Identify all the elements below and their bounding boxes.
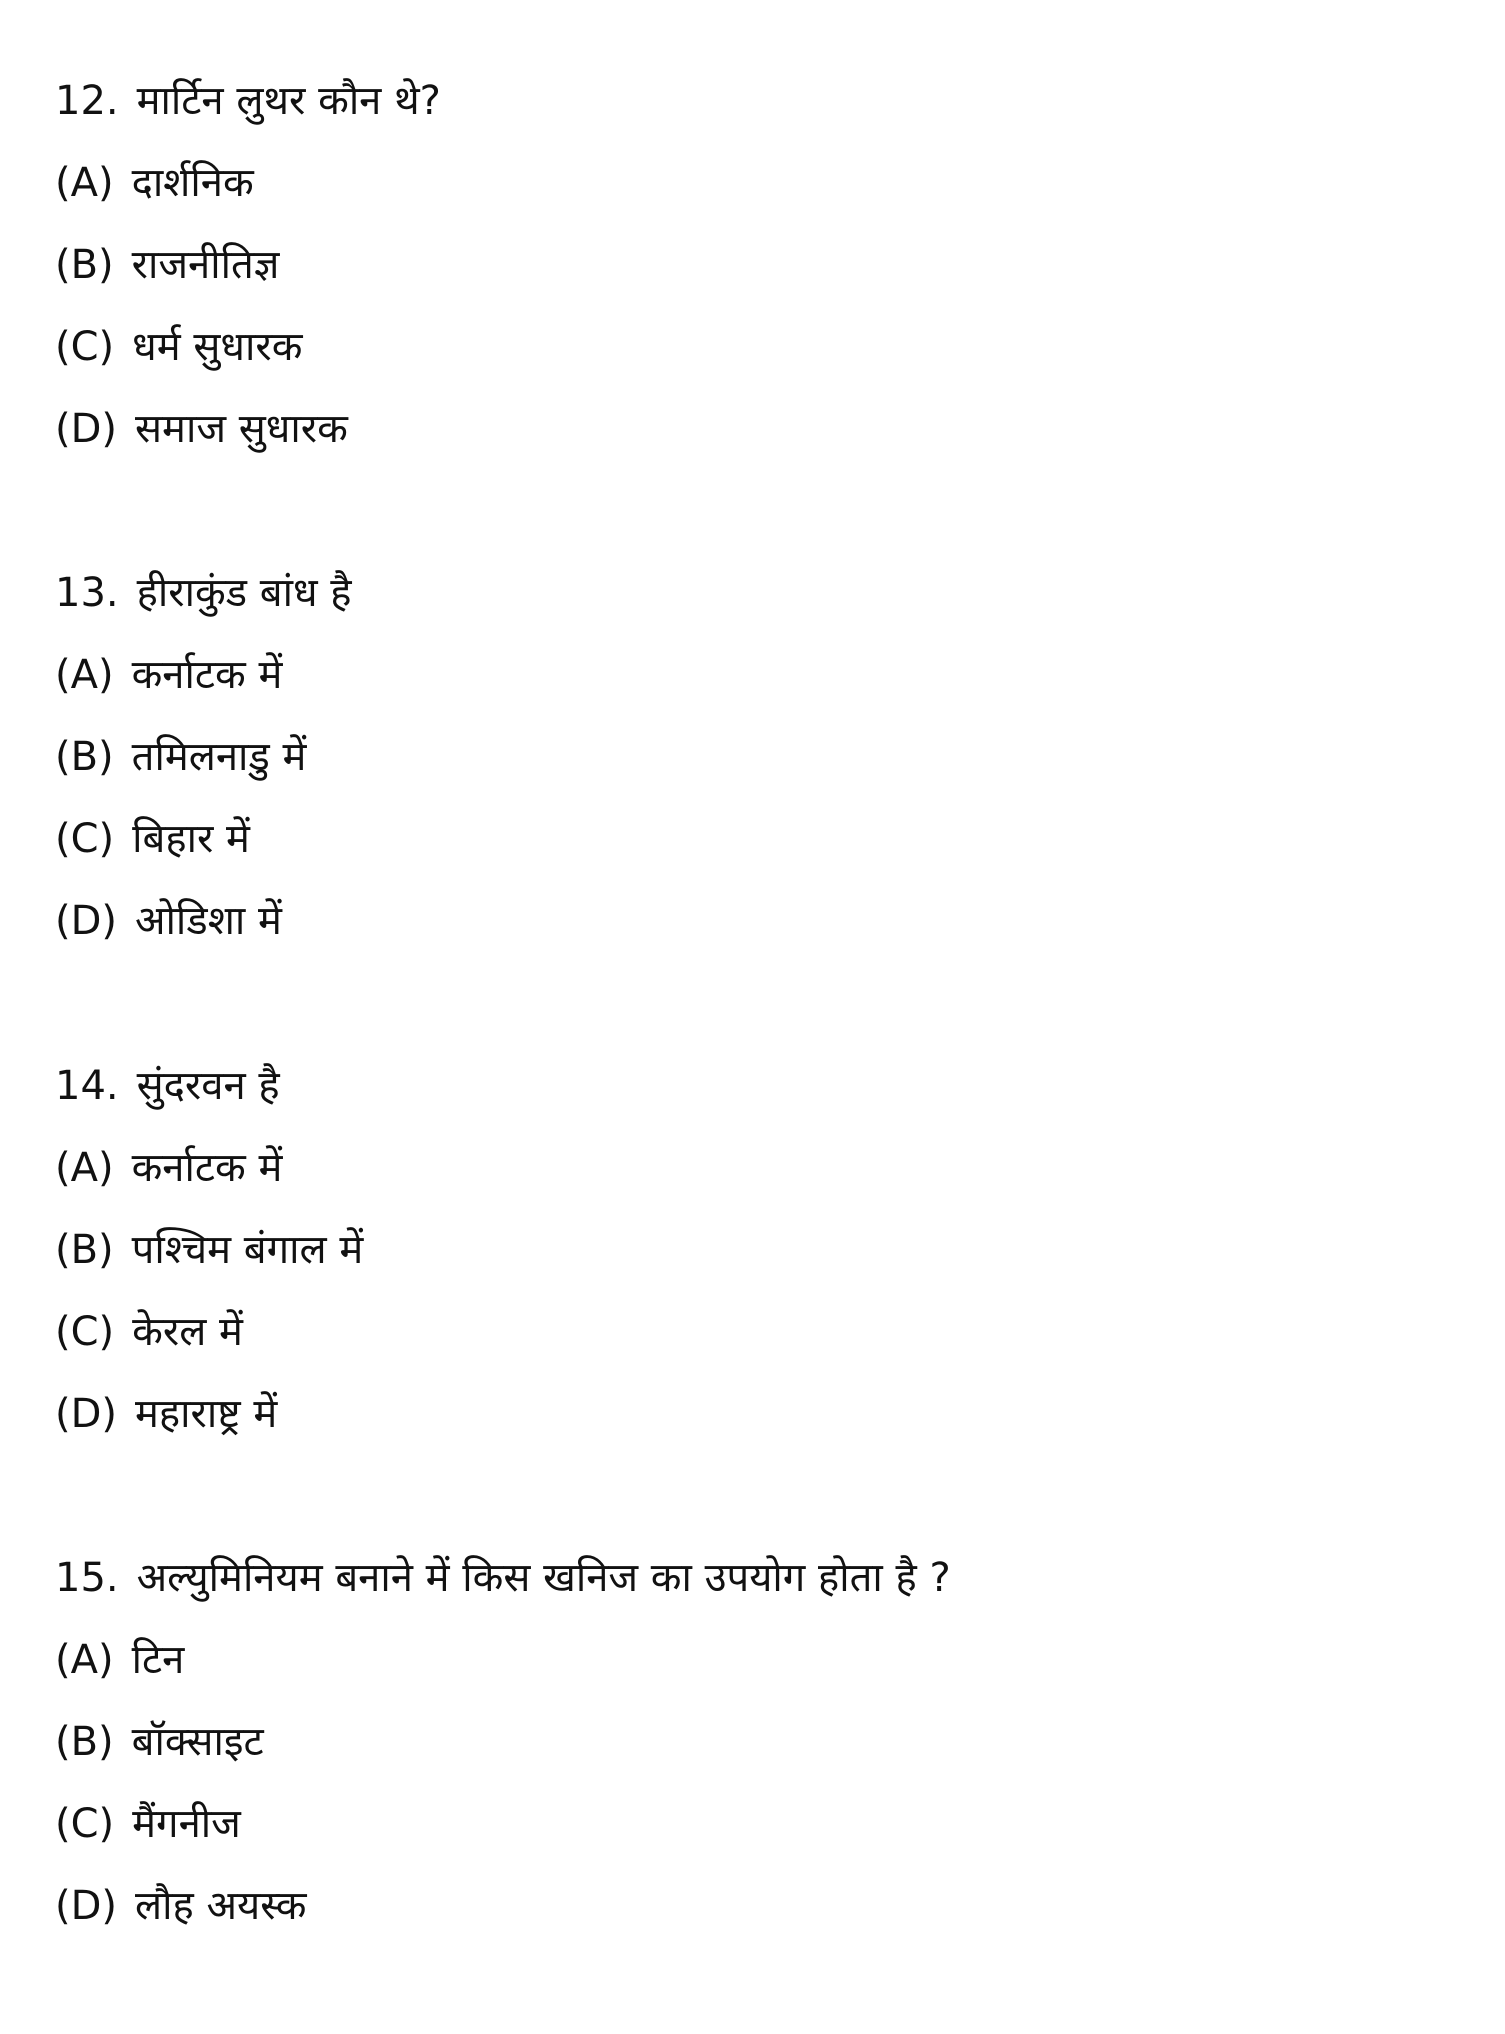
option-text: पश्चिम बंगाल में — [131, 1227, 364, 1273]
option-text: तमिलनाडु में — [131, 734, 307, 780]
option-a — [55, 142, 1455, 224]
question-stem — [55, 552, 1455, 634]
option-b — [55, 716, 1455, 798]
option-text: टिन — [131, 1637, 185, 1683]
option-text: महाराष्ट्र में — [135, 1391, 278, 1437]
question-stem — [55, 60, 1455, 142]
option-d — [55, 1865, 1455, 1947]
option-text: मैंगनीज — [132, 1801, 241, 1847]
option-text: समाज सुधारक — [135, 406, 348, 452]
option-b — [55, 224, 1455, 306]
question-stem — [55, 1045, 1455, 1127]
option-key: (C) — [55, 816, 115, 862]
question-13 — [55, 552, 1455, 962]
option-key: (D) — [55, 1391, 118, 1437]
question-12 — [55, 60, 1455, 470]
question-number: 13. — [55, 570, 119, 616]
option-text: कर्नाटक में — [131, 652, 283, 698]
question-number: 15. — [55, 1555, 119, 1601]
option-text: दार्शनिक — [131, 160, 254, 206]
option-text: बिहार में — [132, 816, 250, 862]
option-key: (A) — [55, 1637, 114, 1683]
option-key: (B) — [55, 734, 114, 780]
question-number: 14. — [55, 1063, 119, 1109]
option-key: (D) — [55, 1883, 118, 1929]
option-key: (A) — [55, 652, 114, 698]
question-text: हीराकुंड बांध है — [136, 570, 352, 616]
option-c — [55, 1291, 1455, 1373]
option-a — [55, 634, 1455, 716]
option-b — [55, 1209, 1455, 1291]
option-a — [55, 1127, 1455, 1209]
option-key: (D) — [55, 898, 118, 944]
question-text: अल्युमिनियम बनाने में किस खनिज का उपयोग होता है ? — [136, 1555, 951, 1601]
option-b — [55, 1701, 1455, 1783]
question-text: सुंदरवन है — [136, 1063, 280, 1109]
option-key: (D) — [55, 406, 118, 452]
option-key: (A) — [55, 1145, 114, 1191]
question-14 — [55, 1045, 1455, 1455]
option-key: (B) — [55, 1227, 114, 1273]
option-c — [55, 306, 1455, 388]
option-d — [55, 388, 1455, 470]
question-stem — [55, 1537, 1455, 1619]
question-text: मार्टिन लुथर कौन थे? — [136, 78, 441, 124]
option-text: कर्नाटक में — [131, 1145, 283, 1191]
option-text: लौह अयस्क — [135, 1883, 307, 1929]
option-key: (B) — [55, 242, 114, 288]
option-key: (C) — [55, 1801, 115, 1847]
option-text: राजनीतिज्ञ — [131, 242, 280, 288]
question-15 — [55, 1537, 1455, 1947]
option-text: ओडिशा में — [135, 898, 282, 944]
option-text: केरल में — [132, 1309, 243, 1355]
option-a — [55, 1619, 1455, 1701]
option-key: (B) — [55, 1719, 114, 1765]
option-text: धर्म सुधारक — [132, 324, 303, 370]
option-d — [55, 1373, 1455, 1455]
option-c — [55, 1783, 1455, 1865]
option-key: (C) — [55, 324, 115, 370]
option-d — [55, 880, 1455, 962]
option-text: बॉक्साइट — [131, 1719, 264, 1765]
option-key: (C) — [55, 1309, 115, 1355]
option-c — [55, 798, 1455, 880]
option-key: (A) — [55, 160, 114, 206]
question-number: 12. — [55, 78, 119, 124]
